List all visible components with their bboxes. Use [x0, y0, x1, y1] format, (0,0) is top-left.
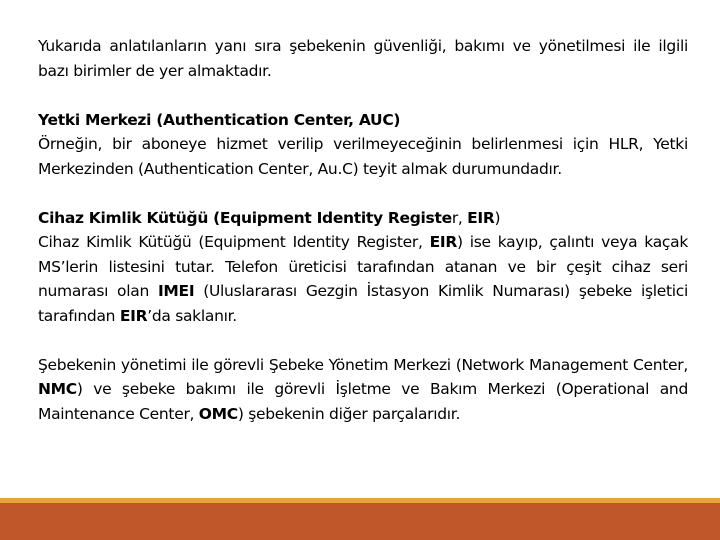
eir-body-3: (Uluslararası Gezgin İstasyon Kimlik Numarası) şebeke işletici tarafından	[38, 282, 689, 325]
eir-section	[38, 206, 688, 329]
footer-bar	[0, 503, 720, 540]
eir-heading-close: )	[494, 208, 501, 227]
eir-heading-prefix: Cihaz Kimlik Kütüğü (Equipment Identity Registe	[38, 208, 452, 227]
eir-heading-abbr: EIR	[467, 208, 495, 227]
eir-body-abbr-2: EIR	[119, 306, 148, 325]
nmc-paragraph	[38, 353, 688, 427]
eir-body-4: ’da saklanır.	[147, 306, 237, 325]
eir-heading-r: r,	[451, 208, 468, 227]
auc-section	[38, 108, 688, 182]
intro-text: Yukarıda anlatılanların yanı sıra şebekenin güvenliği, bakımı ve yönetilmesi ile ilgili bazı birimler de yer almaktadır.	[38, 37, 688, 80]
intro-paragraph	[38, 34, 688, 83]
eir-body-2: ) ise kayıp, çalıntı veya kaçak MS’lerin listesini tutar. Telefon üreticisi tarafından atanan ve bir çeşit cihaz seri numarası olan	[38, 233, 689, 300]
eir-body-1: Cihaz Kimlik Kütüğü (Equipment Identity Register,	[38, 233, 430, 251]
nmc-text-1: Şebekenin yönetimi ile görevli Şebeke Yönetim Merkezi (Network Management Center,	[38, 355, 688, 374]
slide-content	[38, 34, 688, 451]
omc-abbr: OMC	[198, 404, 238, 423]
nmc-abbr: NMC	[38, 380, 77, 398]
auc-heading: Yetki Merkezi (Authentication Center, AUC)	[38, 110, 401, 129]
nmc-text-3: ) şebekenin diğer parçalarıdır.	[237, 404, 461, 423]
auc-body: Örneğin, bir aboneye hizmet verilip verilmeyeceğinin belirlenmesi için HLR, Yetki Merkezinden (Authentication Center, Au.C) teyit almak durumundadır.	[38, 135, 688, 178]
eir-body-imei: IMEI	[157, 282, 195, 300]
nmc-text-2: ) ve şebeke bakımı ile görevli İşletme ve Bakım Merkezi (Operational and Maintenance Center,	[38, 380, 688, 423]
eir-body-abbr-1: EIR	[429, 233, 458, 251]
eir-heading	[38, 206, 688, 231]
